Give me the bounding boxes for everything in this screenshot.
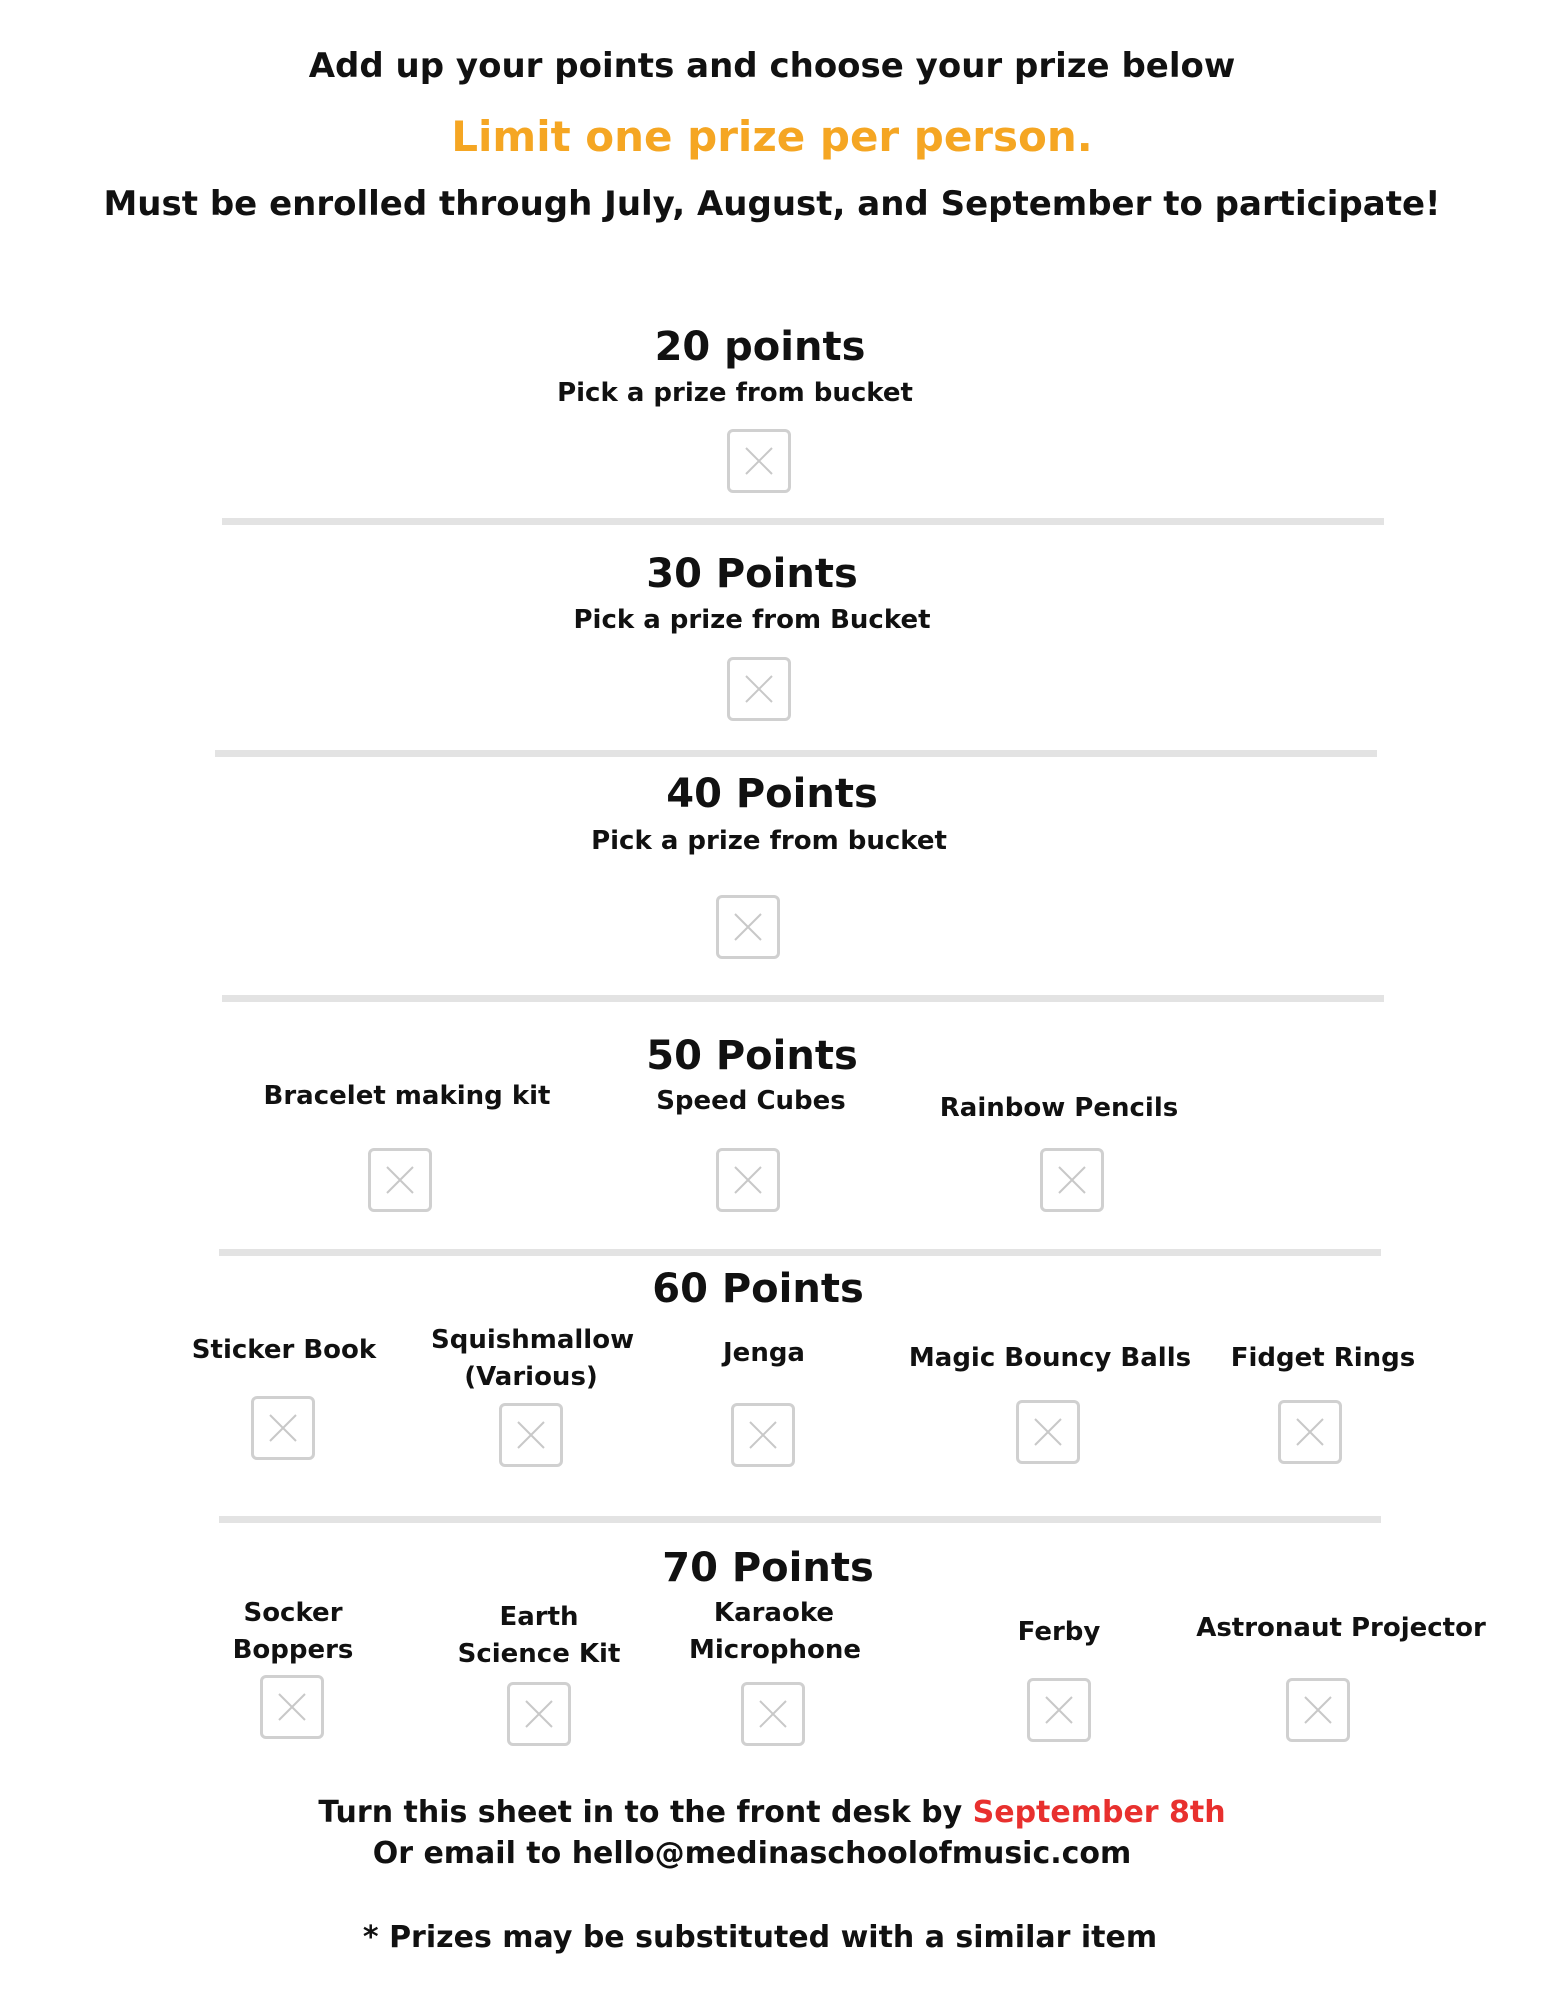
tier-title-70: 70 Points	[662, 1545, 874, 1591]
checkbox-30-bucket[interactable]	[727, 657, 791, 721]
x-mark-icon	[268, 1413, 298, 1443]
divider	[222, 995, 1384, 1002]
x-mark-icon	[385, 1165, 415, 1195]
tier-title-40: 40 Points	[666, 771, 878, 817]
x-mark-icon	[1295, 1417, 1325, 1447]
checkbox-astronaut-projector[interactable]	[1286, 1678, 1350, 1742]
checkbox-speed-cubes[interactable]	[716, 1148, 780, 1212]
prize-label: Astronaut Projector	[1196, 1613, 1486, 1643]
tier-30-description: Pick a prize from Bucket	[573, 605, 931, 635]
x-mark-icon	[733, 1165, 763, 1195]
checkbox-sticker-book[interactable]	[251, 1396, 315, 1460]
turn-in-text: Turn this sheet in to the front desk by	[318, 1795, 963, 1830]
prize-label: Speed Cubes	[656, 1086, 846, 1116]
header-title: Add up your points and choose your prize below	[308, 46, 1236, 86]
checkbox-20-bucket[interactable]	[727, 429, 791, 493]
x-mark-icon	[1033, 1417, 1063, 1447]
prize-label: Karaoke Microphone	[689, 1598, 862, 1665]
divider	[219, 1516, 1381, 1523]
checkbox-fidget-rings[interactable]	[1278, 1400, 1342, 1464]
prize-label: Earth Science Kit	[457, 1602, 621, 1669]
tier-title-60: 60 Points	[652, 1266, 864, 1312]
tier-title-30: 30 Points	[646, 551, 858, 597]
prize-label: Fidget Rings	[1230, 1343, 1416, 1373]
prize-label: Rainbow Pencils	[939, 1093, 1179, 1123]
x-mark-icon	[524, 1699, 554, 1729]
prize-label: Sticker Book	[191, 1335, 377, 1365]
x-mark-icon	[744, 446, 774, 476]
prize-label: Jenga	[723, 1338, 805, 1368]
prize-label: Ferby	[1017, 1617, 1101, 1647]
limit-notice: Limit one prize per person.	[451, 112, 1093, 161]
enrollment-requirement: Must be enrolled through July, August, and September to participate!	[103, 184, 1441, 224]
tier-20-description: Pick a prize from bucket	[557, 378, 913, 408]
checkbox-ferby[interactable]	[1027, 1678, 1091, 1742]
prize-label: Socker Boppers	[232, 1598, 354, 1665]
checkbox-40-bucket[interactable]	[716, 895, 780, 959]
tier-title-20: 20 points	[654, 324, 866, 370]
x-mark-icon	[758, 1699, 788, 1729]
tier-title-50: 50 Points	[646, 1033, 858, 1079]
checkbox-squishmallow[interactable]	[499, 1403, 563, 1467]
x-mark-icon	[1303, 1695, 1333, 1725]
x-mark-icon	[277, 1692, 307, 1722]
prize-label: Bracelet making kit	[263, 1081, 551, 1111]
divider	[215, 750, 1377, 757]
asterisk-marker: *	[362, 1920, 379, 1955]
prize-label: Magic Bouncy Balls	[908, 1343, 1192, 1373]
x-mark-icon	[733, 912, 763, 942]
x-mark-icon	[516, 1420, 546, 1450]
x-mark-icon	[1044, 1695, 1074, 1725]
x-mark-icon	[748, 1420, 778, 1450]
substitution-note	[363, 1920, 1157, 1955]
checkbox-socker-boppers[interactable]	[260, 1675, 324, 1739]
turn-in-instruction	[318, 1795, 1225, 1830]
checkbox-earth-science-kit[interactable]	[507, 1682, 571, 1746]
divider	[222, 518, 1384, 525]
prize-label: Squishmallow (Various)	[431, 1325, 635, 1392]
checkbox-jenga[interactable]	[731, 1403, 795, 1467]
deadline-date: September 8th	[972, 1795, 1226, 1830]
checkbox-bracelet-kit[interactable]	[368, 1148, 432, 1212]
checkbox-karaoke-microphone[interactable]	[741, 1682, 805, 1746]
checkbox-magic-bouncy-balls[interactable]	[1016, 1400, 1080, 1464]
checkbox-rainbow-pencils[interactable]	[1040, 1148, 1104, 1212]
email-instruction: Or email to hello@medinaschoolofmusic.com	[372, 1836, 1132, 1871]
note-text: Prizes may be substituted with a similar item	[389, 1920, 1158, 1955]
x-mark-icon	[1057, 1165, 1087, 1195]
x-mark-icon	[744, 674, 774, 704]
divider	[219, 1249, 1381, 1256]
tier-40-description: Pick a prize from bucket	[591, 826, 947, 856]
